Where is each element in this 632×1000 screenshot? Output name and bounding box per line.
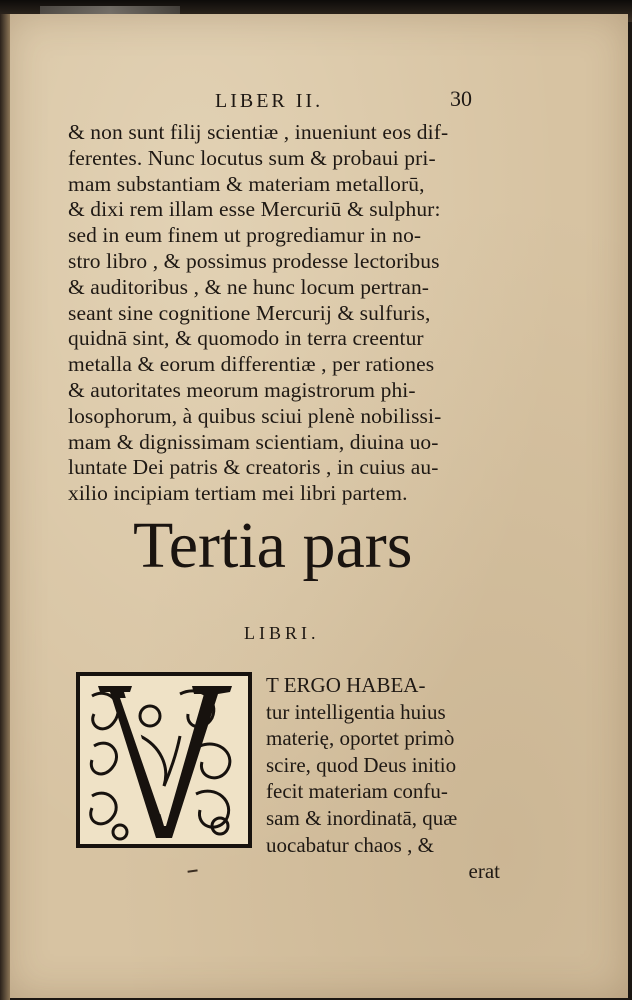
text-line: metalla & eorum differentiæ , per rationes [68, 352, 435, 377]
text-line: seant sine cognitione Mercurij & sulfuris, [68, 300, 431, 325]
ink-mark [187, 869, 198, 878]
text-line: materię, oportet primò [266, 726, 455, 751]
text-line: scire, quod Deus initio [266, 752, 457, 777]
opening-paragraph [266, 672, 506, 885]
text-line: stro libro , & possimus prodesse lectoribus [68, 248, 440, 273]
text-line: mam substantiam & materiam metallorū, [68, 171, 425, 196]
text-line: luntate Dei patris & creatoris , in cuius au- [68, 455, 439, 480]
section-subtitle: LIBRI. [244, 623, 320, 643]
text-line: T ERGO HABEA- [266, 673, 426, 697]
running-head: LIBER II. [215, 90, 324, 112]
catchword: erat [468, 859, 500, 884]
text-line: & auditoribus , & ne hunc locum pertran- [68, 274, 430, 299]
text-line: mam & dignissimam scientiam, diuina uo- [68, 429, 439, 454]
text-line: fecit materiam confu- [266, 779, 448, 804]
page-gutter-edge [0, 14, 10, 1000]
page-number: 30 [450, 86, 472, 111]
floral-ornament-icon [80, 676, 248, 844]
text-line: & dixi rem illam esse Mercuriū & sulphur: [68, 197, 441, 222]
text-line: sam & inordinatā, quæ [266, 805, 458, 830]
text-line: losophorum, à quibus sciui plenè nobilissi- [68, 403, 442, 428]
text-line: ferentes. Nunc locutus sum & probaui pri- [68, 145, 436, 170]
text-line: quidnā sint, & quomodo in terra creentur [68, 326, 424, 351]
decorated-initial [76, 672, 252, 848]
body-text [68, 120, 508, 507]
text-line: & non sunt filij scientiæ , inueniunt eos dif- [68, 120, 449, 144]
text-line: sed in eum finem ut progrediamur in no- [68, 223, 422, 248]
section-title: Tertia pars [133, 509, 413, 582]
text-line: xilio incipiam tertiam mei libri partem. [68, 481, 408, 506]
text-line: tur intelligentia huius [266, 699, 446, 724]
text-line: & autoritates meorum magistrorum phi- [68, 377, 416, 402]
text-line: uocabatur chaos , & [266, 832, 434, 857]
